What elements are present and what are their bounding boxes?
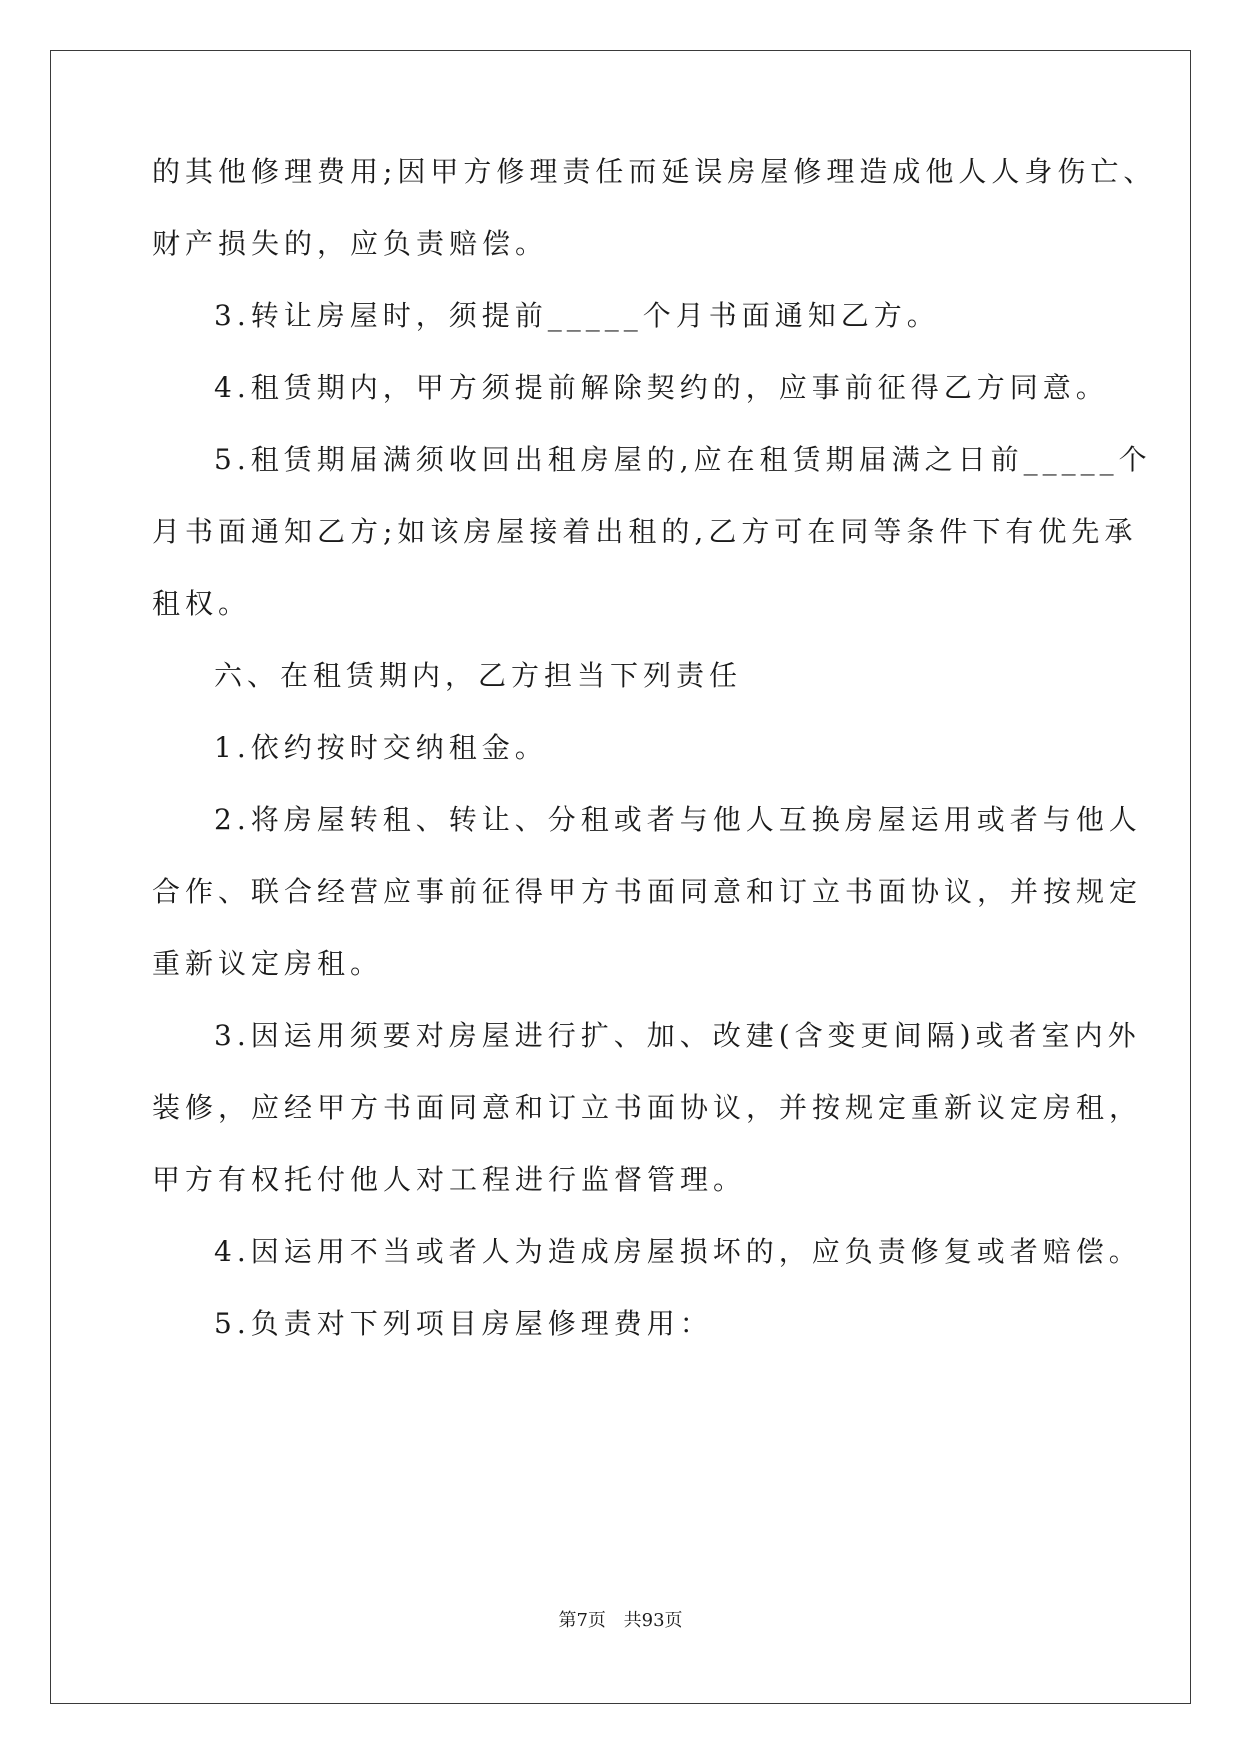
page-footer xyxy=(0,1606,1241,1632)
text-line: 租权。 xyxy=(152,587,252,620)
text-line: 财产损失的，应负责赔偿。 xyxy=(152,227,549,260)
page-number: 第7页 xyxy=(558,1610,606,1631)
text-line: 5.负责对下列项目房屋修理费用： xyxy=(214,1307,713,1340)
section-heading: 六、在租赁期内，乙方担当下列责任 xyxy=(214,659,743,692)
page-total: 共93页 xyxy=(623,1610,683,1631)
text-line: 4.租赁期内，甲方须提前解除契约的，应事前征得乙方同意。 xyxy=(214,371,1109,404)
text-line: 3.转让房屋时，须提前_____个月书面通知乙方。 xyxy=(214,299,940,332)
text-line: 4.因运用不当或者人为造成房屋损坏的，应负责修复或者赔偿。 xyxy=(214,1235,1142,1268)
text-line: 1.依约按时交纳租金。 xyxy=(214,731,548,764)
text-line: 装修，应经甲方书面同意和订立书面协议，并按规定重新议定房租， xyxy=(152,1091,1143,1124)
text-line: 5.租赁期届满须收回出租房屋的,应在租赁期届满之日前_____个 xyxy=(214,443,1152,476)
text-line: 月书面通知乙方;如该房屋接着出租的,乙方可在同等条件下有优先承 xyxy=(152,515,1138,548)
text-line: 3.因运用须要对房屋进行扩、加、改建(含变更间隔)或者室内外 xyxy=(214,1019,1141,1052)
text-line: 2.将房屋转租、转让、分租或者与他人互换房屋运用或者与他人 xyxy=(214,803,1142,836)
text-line: 的其他修理费用;因甲方修理责任而延误房屋修理造成他人人身伤亡、 xyxy=(152,155,1157,188)
text-line: 重新议定房租。 xyxy=(152,947,384,980)
text-line: 合作、联合经营应事前征得甲方书面同意和订立书面协议，并按规定 xyxy=(152,875,1143,908)
text-line: 甲方有权托付他人对工程进行监督管理。 xyxy=(152,1163,747,1196)
